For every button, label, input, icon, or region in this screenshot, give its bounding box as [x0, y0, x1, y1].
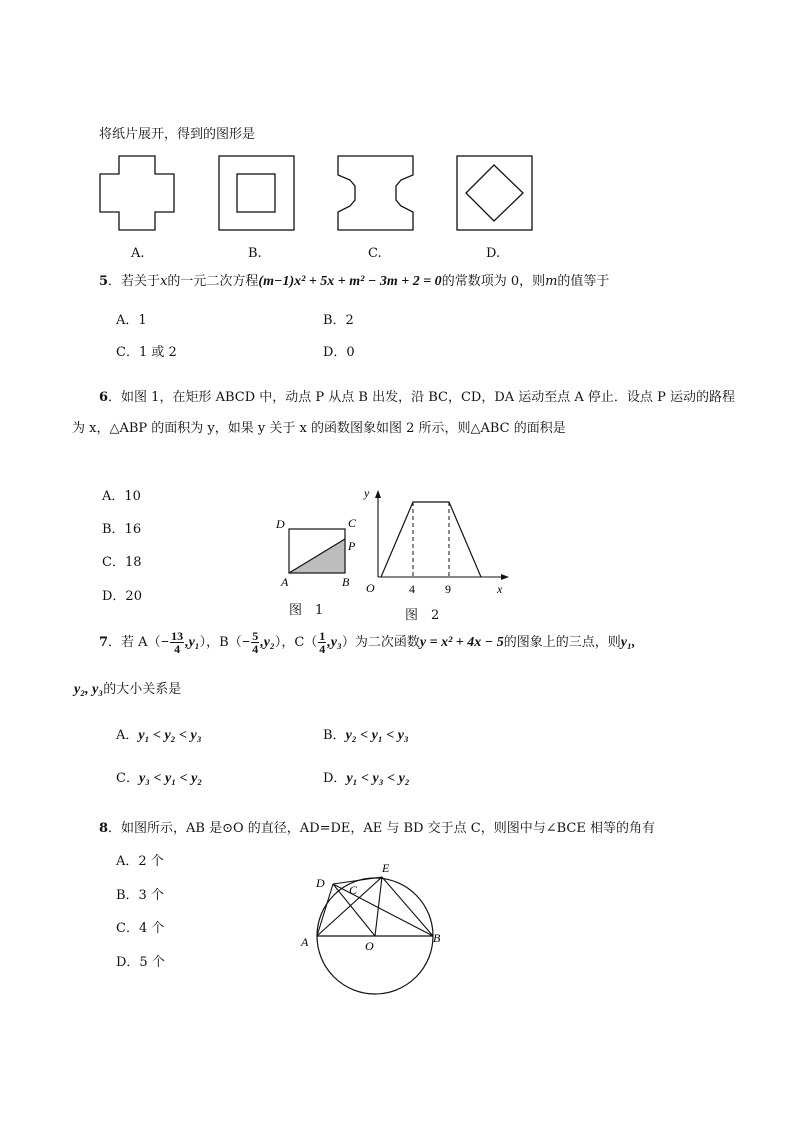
q7-frac-c-num: 1 [319, 629, 326, 643]
q7-frac-c-den: 4 [319, 642, 326, 656]
q6-option-c: C．18 [102, 555, 142, 570]
fig1-label-a: A [281, 575, 289, 589]
q7-frac-a-sign: − [160, 635, 170, 650]
shape-option-c-label: C. [368, 246, 382, 261]
shape-option-b-label: B. [248, 246, 262, 261]
q5-option-d: D．0 [323, 345, 355, 360]
q7-option-a: A．y₁ < y₂ < y₃ [116, 728, 202, 743]
fig1-label-p: P [348, 539, 356, 553]
question-6-line2: 为 x，△ABP 的面积为 y，如果 y 关于 x 的函数图象如图 2 所示，则△ABC 的面积是 [72, 421, 566, 436]
q7-y3: y₃ [330, 635, 342, 650]
chord-bd [333, 884, 433, 936]
question-7-line1: 7．若 A（− $\frac{13}{4}$ ,y₁），B（− $\frac{5}{4}$ ,y₂），C（ $\frac{1}{4}$ ,y₃）为二次函数y = x² + 4x − 5的图象上的三点，则y₁, [99, 629, 636, 656]
circle-label-d: D [316, 876, 325, 890]
q5-text-mid: 的一元二次方程 [167, 274, 259, 289]
q7-text-a: ．若 A（ [108, 635, 161, 650]
fig2-tick-9: 9 [445, 582, 451, 596]
fig2-tick-4: 4 [409, 582, 415, 596]
q7-text-b: ），B（ [199, 635, 242, 650]
q5-equation: (m−1)x² + 5x + m² − 3m + 2 = 0 [258, 274, 442, 289]
shape-option-a-label: A. [131, 246, 145, 261]
q8-text: ．如图所示，AB 是⊙O 的直径，AD=DE，AE 与 BD 交于点 C，则图中与∠BCE 相等的角有 [108, 821, 656, 836]
q7-frac-b-num: 5 [252, 629, 259, 643]
circle-label-e: E [382, 861, 390, 875]
fig2-label-origin: O [366, 581, 375, 595]
fig2-caption: 图 2 [405, 608, 440, 623]
q5-text-tail: 的值等于 [557, 274, 610, 289]
q5-option-b: B．2 [323, 313, 354, 328]
q8-option-b: B．3 个 [116, 888, 164, 903]
q7-y2: y₂ [263, 635, 275, 650]
q8-option-a: A．2 个 [116, 854, 164, 869]
q7-frac-b-den: 4 [252, 642, 259, 656]
fig1-caption: 图 1 [289, 603, 324, 618]
fig1-label-c: C [348, 516, 357, 530]
q8-option-d: D．5 个 [116, 955, 165, 970]
intro-line: 将纸片展开，得到的图形是 [99, 127, 256, 142]
q6-option-a: A．10 [102, 489, 141, 504]
fig1-label-b: B [342, 575, 350, 589]
q7-frac-b-sign: − [241, 635, 251, 650]
q7-option-b: B．y₂ < y₁ < y₃ [323, 728, 409, 743]
q5-option-c: C．1 或 2 [116, 345, 177, 360]
shape-option-d-label: D. [486, 246, 501, 261]
q6-number: 6 [99, 390, 109, 405]
q7-option-c: C．y₃ < y₁ < y₂ [116, 771, 203, 786]
q7-frac-a-den: 4 [174, 642, 181, 656]
q7-number: 7 [99, 635, 109, 650]
q7-text-c: ），C（ [274, 635, 318, 650]
circle-label-o: O [365, 939, 374, 953]
circle-label-a: A [301, 935, 309, 949]
q7-text-d: ）为二次函数 [341, 635, 420, 650]
q6-line1-text: ．如图 1，在矩形 ABCD 中，动点 P 从点 B 出发，沿 BC，CD，DA 运动至点 A 停止．设点 P 运动的路程 [108, 390, 735, 405]
q7-option-d: D．y₁ < y₃ < y₂ [323, 771, 410, 786]
fig1-label-d: D [276, 517, 285, 531]
q7-line2-vars: y₂, y₃ [74, 682, 104, 697]
q5-text-after: 的常数项为 0，则 [441, 274, 546, 289]
q5-text-before: ．若关于 [108, 274, 161, 289]
q6-option-d: D．20 [102, 589, 142, 604]
q5-number: 5 [99, 274, 109, 289]
fig2-label-x: x [497, 582, 503, 596]
q8-option-c: C．4 个 [116, 921, 165, 936]
fig2-label-y: y [364, 486, 370, 500]
q5-var-x: x [160, 274, 168, 289]
q7-frac-a-num: 13 [171, 629, 184, 643]
q6-option-b: B．16 [102, 522, 142, 537]
q7-line2-text: 的大小关系是 [103, 682, 182, 697]
circle-label-c: C [349, 883, 358, 897]
q7-y1: y₁ [188, 635, 200, 650]
q7-text-e: 的图象上的三点，则 [503, 635, 621, 650]
q5-option-a: A．1 [116, 313, 147, 328]
q8-number: 8 [99, 821, 109, 836]
circle-label-b: B [433, 931, 441, 945]
q7-function: y = x² + 4x − 5 [419, 635, 504, 650]
q5-var-m: m [545, 274, 558, 289]
